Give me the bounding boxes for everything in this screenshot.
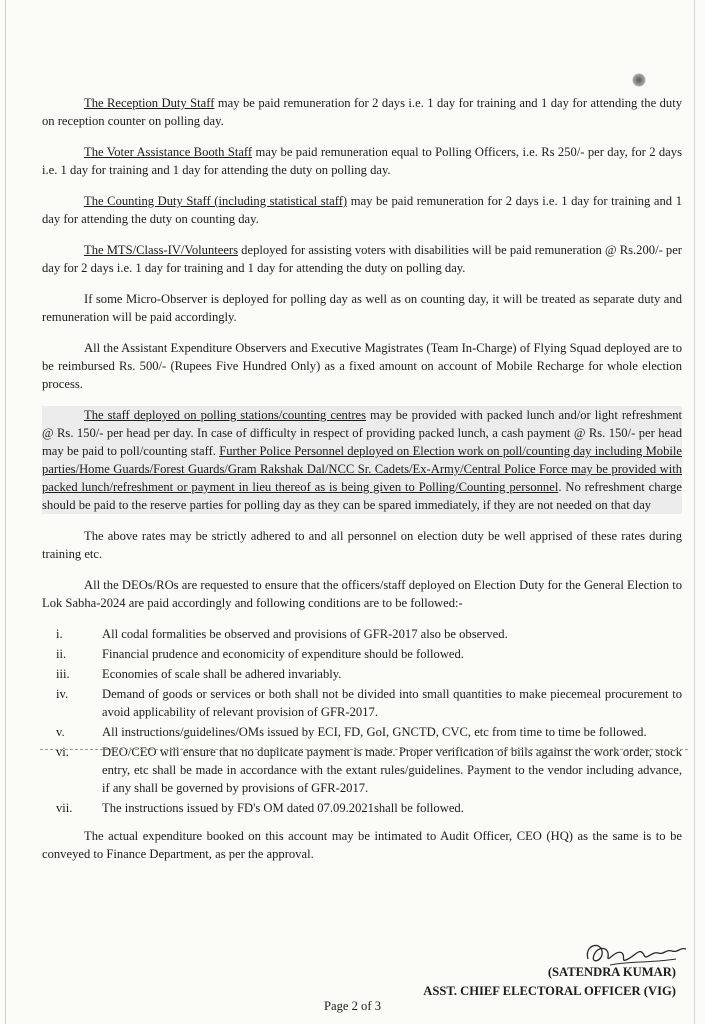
punch-hole-mark xyxy=(632,73,646,87)
condition-item xyxy=(42,799,682,817)
counting-staff-text: may be paid remuneration for 2 days i.e. 1 day for training and 1 day for attending the duty on counting day. xyxy=(42,194,682,226)
signatory-name: (SATENDRA KUMAR) xyxy=(547,965,676,979)
refreshment-lead: The staff deployed on polling stations/counting centres xyxy=(84,408,367,422)
refreshment-text: may be provided with packed lunch and/or light refreshment @ Rs. 150/- per head per day. In case of difficulty in respect of providing packed lunch, a cash payment @ Rs. 150/- per head may be paid to poll/counting staff. xyxy=(42,408,683,458)
condition-item xyxy=(42,723,682,741)
paragraph-rates: The above rates may be strictly adhered to and all personnel on election duty be well apprised of these rates during training etc. xyxy=(42,529,682,561)
paragraph-refreshment xyxy=(42,406,682,514)
condition-number: vi. xyxy=(56,745,69,759)
reception-lead: The Reception Duty Staff xyxy=(84,96,215,110)
condition-number: v. xyxy=(56,725,65,739)
paragraph-deos: All the DEOs/ROs are requested to ensure that the officers/staff deployed on Election Duty for the General Election to Lok Sabha-2024 are paid accordingly and following conditions are to be followed:- xyxy=(42,578,682,610)
paragraph-mts-volunteers xyxy=(42,241,682,277)
condition-item xyxy=(42,665,682,683)
counting-staff-lead: The Counting Duty Staff (including statistical staff) xyxy=(84,194,348,208)
voter-assistance-lead: The Voter Assistance Booth Staff xyxy=(84,145,253,159)
scan-fold-line-right xyxy=(694,0,695,1024)
reception-text: may be paid remuneration for 2 days i.e. 1 day for training and 1 day for attending the duty on reception counter on polling day. xyxy=(42,96,683,128)
condition-item xyxy=(42,685,682,721)
condition-number: iii. xyxy=(56,667,70,681)
scan-fold-line-left xyxy=(5,0,6,1024)
paragraph-flying-squad: All the Assistant Expenditure Observers and Executive Magistrates (Team In-Charge) of Flying Squad deployed are to be reimbursed Rs. 500/- (Rupees Five Hundred Only) as a fixed amount on account of Mobile Recharge for whole election process. xyxy=(42,341,682,391)
voter-assistance-text: may be paid remuneration equal to Polling Officers, i.e. Rs 250/- per day, for 2 days i.e. 1 day for training and 1 day for attending the duty on polling day. xyxy=(42,145,682,177)
condition-number: i. xyxy=(56,627,63,641)
paragraph-voter-assistance xyxy=(42,143,682,179)
condition-text: Economies of scale shall be adhered invariably. xyxy=(102,667,342,681)
paragraph-closing: The actual expenditure booked on this account may be intimated to Audit Officer, CEO (HQ) as the same is to be conveyed to Finance Department, as per the approval. xyxy=(42,829,682,861)
mts-text: deployed for assisting voters with disabilities will be paid remuneration @ Rs.200/- per day for 2 days i.e. 1 day for training and 1 day for attending the duty on polling day. xyxy=(42,243,682,275)
condition-item xyxy=(42,743,682,797)
document-body xyxy=(42,94,682,876)
condition-item xyxy=(42,625,682,643)
condition-text: Demand of goods or services or both shall not be divided into small quantities to make piecemeal procurement to avoid applicability of relevant provision of GFR-2017. xyxy=(102,687,682,719)
condition-text: DEO/CEO will ensure that no duplicate payment is made. Proper verification of bills against the work order, stock entry, etc shall be made in accordance with the extant rules/guidelines. Payment to the vendor including advance, if any shall be governed by provisions of GFR-2017. xyxy=(102,745,682,795)
condition-number: vii. xyxy=(56,801,73,815)
conditions-list xyxy=(42,625,682,817)
paragraph-reception xyxy=(42,94,682,130)
condition-text: All instructions/guidelines/OMs issued by ECI, FD, GoI, GNCTD, CVC, etc from time to time be followed. xyxy=(102,725,647,739)
condition-text: The instructions issued by FD's OM dated 07.09.2021shall be followed. xyxy=(102,801,464,815)
condition-item xyxy=(42,645,682,663)
condition-text: All codal formalities be observed and provisions of GFR-2017 also be observed. xyxy=(102,627,508,641)
paragraph-micro-observer: If some Micro-Observer is deployed for polling day as well as on counting day, it will be treated as separate duty and remuneration will be paid accordingly. xyxy=(42,292,682,324)
dashed-divider xyxy=(40,749,688,750)
signatory-designation: ASST. CHIEF ELECTORAL OFFICER (VIG) xyxy=(423,984,676,998)
page-number: Page 2 of 3 xyxy=(323,999,381,1013)
police-personnel-text: Further Police Personnel deployed on Election work on poll/counting day including Mobile parties/Home Guards/Forest Guards/Gram Rakshak Dal/NCC Sr. Cadets/Ex-Army/Central Police Force may be provided with packed lunch/refreshment or payment in lieu thereof as is being given to Polling/Counting personnel xyxy=(42,444,682,494)
condition-text: Financial prudence and economicity of expenditure should be followed. xyxy=(102,647,464,661)
condition-number: iv. xyxy=(56,687,69,701)
paragraph-counting-staff xyxy=(42,192,682,228)
refreshment-tail: . No refreshment charge should be paid to the reserve parties for polling day as they can be spared immediately, if they are not needed on that day xyxy=(42,480,682,512)
condition-number: ii. xyxy=(56,647,67,661)
mts-lead: The MTS/Class-IV/Volunteers xyxy=(84,243,239,257)
